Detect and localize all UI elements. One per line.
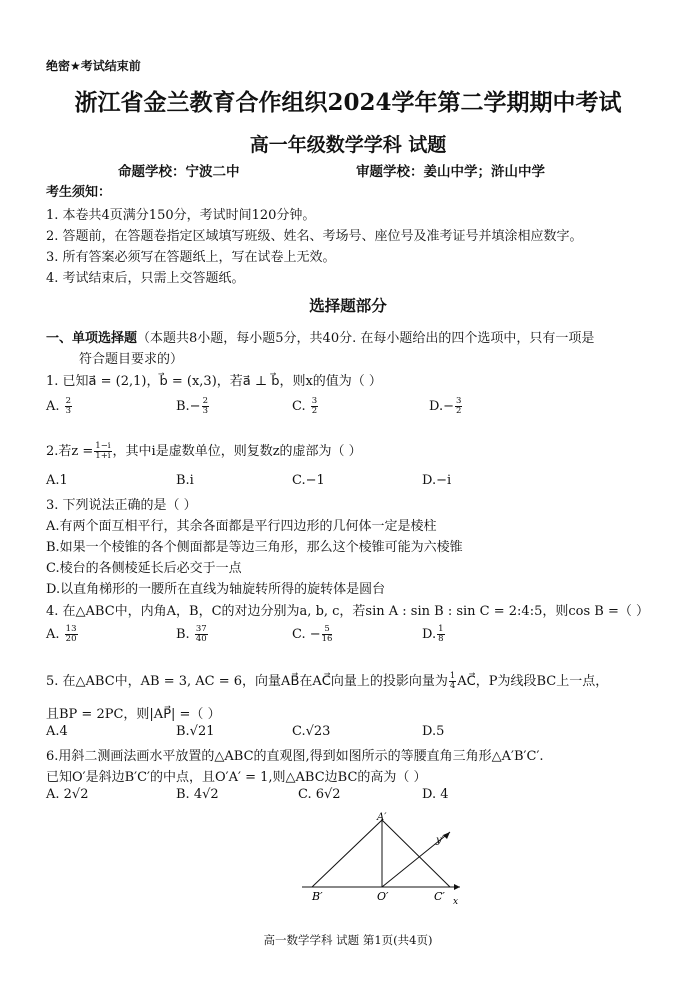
notice-heading: 考生须知： <box>46 185 112 200</box>
stem-post: ，其中i是虚数单位，则复数z的虚部为（ ） <box>112 444 362 459</box>
label-y: y′ <box>436 835 444 846</box>
question-4-option-d <box>422 625 446 644</box>
numerator: 5 <box>322 625 333 635</box>
question-6-option-d: D. 4 <box>422 787 449 802</box>
question-4-option-a <box>46 625 79 644</box>
numerator: 2 <box>202 396 208 406</box>
question-5-option-d: D.5 <box>422 724 445 739</box>
triangle-figure <box>290 812 470 912</box>
notice-item: 3. 所有答案必须写在答题纸上，写在试卷上无效。 <box>46 250 336 265</box>
question-2-option-c: C.−1 <box>292 473 325 488</box>
fraction <box>449 672 456 691</box>
numerator: 13 <box>65 624 77 634</box>
question-3-option-a: A.有两个面互相平行，其余各面都是平行四边形的几何体一定是棱柱 <box>46 519 437 534</box>
fraction <box>311 397 318 416</box>
option-label: B.− <box>176 399 201 414</box>
question-4-option-b <box>176 625 209 644</box>
numerator: 1−i <box>95 441 111 451</box>
numerator: 3 <box>311 396 318 406</box>
exam-subtitle: 高一年级数学学科 试题 <box>249 134 447 156</box>
question-2-option-b: B.i <box>176 473 194 488</box>
denominator: 2 <box>455 406 462 416</box>
denominator: 2 <box>311 406 318 416</box>
question-3-option-b: B.如果一个棱锥的各个侧面都是等边三角形，那么这个棱锥可能为六棱锥 <box>46 540 463 555</box>
question-4-option-c <box>292 625 333 644</box>
fraction <box>455 397 462 416</box>
label-b: B′ <box>312 890 323 903</box>
denominator: 16 <box>321 634 333 644</box>
part-heading <box>46 327 594 346</box>
question-1-stem: 1. 已知a⃗ = (2,1)，b⃗ = (x,3)，若a⃗ ⊥ b⃗，则x的值为（ ） <box>46 374 382 389</box>
denominator: 4 <box>449 681 456 691</box>
notice-item: 4. 考试结束后，只需上交答题纸。 <box>46 271 245 286</box>
question-3-option-d: D.以直角梯形的一腰所在直线为轴旋转所得的旋转体是圆台 <box>46 582 386 597</box>
part-heading-desc: （本题共8小题，每小题5分，共40分. 在每小题给出的四个选项中，只有一项是 <box>137 331 595 346</box>
denominator: 3 <box>202 406 208 416</box>
option-label: A. <box>46 627 60 642</box>
fraction <box>65 397 72 416</box>
denominator: 20 <box>65 634 77 644</box>
fraction <box>202 397 209 416</box>
notice-item: 2. 答题前，在答题卷指定区域填写班级、姓名、考场号、座位号及准考证号并填涂相应数字。 <box>46 229 583 244</box>
stem-post: AC⃗，P为线段BC上一点， <box>457 674 609 689</box>
numerator: 1 <box>449 671 456 681</box>
denominator: 3 <box>65 406 72 416</box>
option-label: B. <box>176 627 190 642</box>
secret-label: 绝密★考试结束前 <box>46 59 141 73</box>
question-6-stem: 6.用斜二测画法画水平放置的△ABC的直观图,得到如图所示的等腰直角三角形△A′B′C′. <box>46 749 544 764</box>
question-5-option-c: C.√23 <box>292 724 331 739</box>
question-3-stem: 3. 下列说法正确的是（ ） <box>46 498 197 513</box>
question-3-option-c: C.棱台的各侧棱延长后必交于一点 <box>46 561 242 576</box>
exam-title: 浙江省金兰教育合作组织2024学年第二学期期中考试 <box>74 89 622 116</box>
notice-item: 1. 本卷共4页满分150分，考试时间120分钟。 <box>46 208 316 223</box>
section-title: 选择题部分 <box>309 296 387 315</box>
label-x: x <box>453 897 459 907</box>
denominator: 8 <box>438 634 444 644</box>
page-footer: 高一数学学科 试题 第1页(共4页) <box>263 933 433 947</box>
option-label: C. − <box>292 627 321 642</box>
question-6-option-a: A. 2√2 <box>46 787 89 802</box>
label-o: O′ <box>377 890 389 903</box>
question-6-stem-cont: 已知O′是斜边B′C′的中点，且O′A′ = 1,则△ABC边BC的高为（ ） <box>46 770 427 785</box>
option-label: D. <box>422 627 437 642</box>
part-heading-label: 一、单项选择题 <box>46 331 138 346</box>
fraction <box>195 625 208 644</box>
question-5-option-b: B.√21 <box>176 724 215 739</box>
stem-pre: 2.若z = <box>46 444 94 459</box>
question-1-option-a <box>46 397 73 416</box>
question-2-stem <box>46 440 362 461</box>
numerator: 2 <box>65 396 72 406</box>
x-axis-arrow <box>454 884 460 890</box>
fraction <box>322 625 333 644</box>
option-label: A. <box>46 399 60 414</box>
option-label: C. <box>292 399 306 414</box>
side-a-c <box>382 820 450 887</box>
question-2-option-a: A.1 <box>46 473 68 488</box>
part-heading-desc-cont: 符合题目要求的） <box>79 352 184 367</box>
stem-pre: 5. 在△ABC中，AB = 3, AC = 6，向量AB⃗在AC⃗向量上的投影向量为 <box>46 674 448 689</box>
reviewer-school: 审题学校：姜山中学；浒山中学 <box>356 164 545 180</box>
option-label: D.− <box>429 399 454 414</box>
question-2-option-d: D.−i <box>422 473 452 488</box>
fraction <box>94 442 111 461</box>
numerator: 1 <box>438 624 444 634</box>
question-1-option-c <box>292 397 319 416</box>
question-1-option-d <box>429 397 463 416</box>
question-5-stem-cont: 且BP = 2PC，则|AP⃗| =（ ） <box>46 707 221 722</box>
y-axis-arrow <box>443 832 450 839</box>
question-6-option-c: C. 6√2 <box>298 787 341 802</box>
question-6-option-b: B. 4√2 <box>176 787 219 802</box>
setter-school: 命题学校：宁波二中 <box>118 164 240 180</box>
denominator: 1+i <box>95 451 111 461</box>
label-a: A′ <box>377 812 387 823</box>
denominator: 40 <box>195 634 207 644</box>
side-a-b <box>312 820 382 887</box>
question-5-option-a: A.4 <box>46 724 68 739</box>
numerator: 3 <box>455 396 462 406</box>
label-c: C′ <box>434 890 445 903</box>
numerator: 37 <box>195 624 207 634</box>
fraction <box>437 625 444 644</box>
question-1-option-b <box>176 397 210 416</box>
question-5-stem <box>46 670 608 691</box>
question-4-stem: 4. 在△ABC中，内角A，B，C的对边分别为a, b, c，若sin A : sin B : sin C = 2:4:5，则cos B =（ ） <box>46 604 649 619</box>
fraction <box>65 625 78 644</box>
